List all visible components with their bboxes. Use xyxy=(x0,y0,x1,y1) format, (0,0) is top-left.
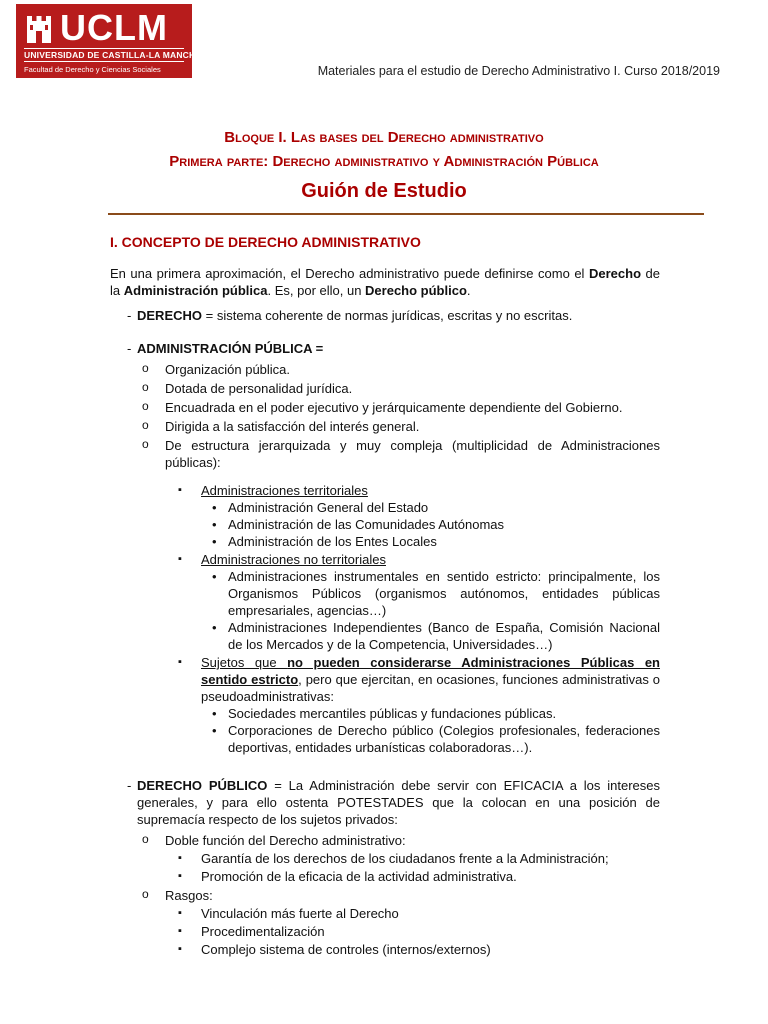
title-block xyxy=(0,126,768,203)
list-item: • Administración de los Entes Locales xyxy=(110,533,660,550)
sujetos-text: Sujetos que xyxy=(201,655,288,670)
list-item: • Sociedades mercantiles públicas y fundaciones públicas. xyxy=(110,705,660,722)
list-item: • Corporaciones de Derecho público (Colegios profesionales, federaciones deportivas, entidades urbanísticas colaboradoras…). xyxy=(110,722,660,756)
title-divider xyxy=(108,213,704,215)
intro-bold-derecho: Derecho xyxy=(588,266,642,281)
intro-bold-derecho-publico: Derecho público xyxy=(365,283,467,298)
sujetos-text: , pero que ejercitan, en ocasiones, funciones administrativas o pseudoadministrativas: xyxy=(201,672,660,704)
list-item: o Dirigida a la satisfacción del interés general. xyxy=(110,418,660,435)
list-item: o Encuadrada en el poder ejecutivo y jerárquicamente dependiente del Gobierno. xyxy=(110,399,660,416)
list-item: ▪ Garantía de los derechos de los ciudadanos frente a la Administración; xyxy=(110,850,660,867)
admin-features-list xyxy=(110,361,660,471)
list-item: o Dotada de personalidad jurídica. xyxy=(110,380,660,397)
guion-title: Guión de Estudio xyxy=(301,180,467,202)
list-item: o Organización pública. xyxy=(110,361,660,378)
list-item-doble xyxy=(110,832,660,885)
logo-wordmark: UCLM xyxy=(60,7,168,48)
header-note: Materiales para el estudio de Derecho Administrativo I. Curso 2018/2019 xyxy=(317,64,720,78)
derecho-term: DERECHO xyxy=(137,308,203,323)
derecho-def: = sistema coherente de normas jurídicas, escritas y no escritas. xyxy=(202,308,573,323)
document-body xyxy=(110,230,660,960)
section-heading: I. CONCEPTO DE DERECHO ADMINISTRATIVO xyxy=(110,234,421,250)
publico-list xyxy=(110,832,660,958)
intro-text: de la xyxy=(110,266,660,298)
list-item: • Administraciones instrumentales en sentido estricto: principalmente, los Organismos Públicos (organismos autónomos, entidades públicas empresariales, agencias…) xyxy=(110,568,660,619)
list-item: ▪ Complejo sistema de controles (internos/externos) xyxy=(110,941,660,958)
admin-definition xyxy=(110,340,660,357)
derecho-definition xyxy=(110,307,660,324)
list-item-no-territoriales xyxy=(110,551,660,653)
list-item: ▪ Procedimentalización xyxy=(110,923,660,940)
publico-def: = La Administración debe servir con EFICACIA a los intereses generales, y para ello ostenta POTESTADES que la colocan en una posición de supremacía respecto de los sujetos privados: xyxy=(137,778,661,827)
intro-text: . xyxy=(466,283,471,298)
no-territoriales-title: Administraciones no territoriales xyxy=(201,552,386,567)
territoriales-title: Administraciones territoriales xyxy=(201,483,368,498)
list-item-rasgos xyxy=(110,887,660,958)
parte-title: Primera parte: Derecho administrativo y Administración Pública xyxy=(169,153,599,170)
rasgos-title: Rasgos: xyxy=(165,888,213,903)
list-item-sujetos xyxy=(110,654,660,756)
list-item: ▪ Promoción de la eficacia de la actividad administrativa. xyxy=(110,868,660,885)
intro-text: . Es, por ello, un xyxy=(267,283,366,298)
intro-paragraph xyxy=(110,265,660,299)
admin-term: ADMINISTRACIÓN PÚBLICA = xyxy=(137,341,324,356)
logo-university: UNIVERSIDAD DE CASTILLA-LA MANCHA xyxy=(24,50,202,60)
intro-text: En una primera aproximación, el Derecho administrativo puede definirse como el xyxy=(110,266,589,281)
list-item: • Administración de las Comunidades Autónomas xyxy=(110,516,660,533)
doble-title: Doble función del Derecho administrativo: xyxy=(165,833,406,848)
list-item: ▪ Vinculación más fuerte al Derecho xyxy=(110,905,660,922)
logo-faculty: Facultad de Derecho y Ciencias Sociales xyxy=(24,65,161,74)
bloque-title: Bloque I. Las bases del Derecho administrativo xyxy=(224,129,544,146)
list-item: • Administración General del Estado xyxy=(110,499,660,516)
sujetos-bold: no pueden considerarse Administraciones Públicas en sentido estricto xyxy=(201,655,660,687)
list-item: o De estructura jerarquizada y muy compleja (multiplicidad de Administraciones públicas): xyxy=(110,437,660,471)
publico-term: DERECHO PÚBLICO xyxy=(137,778,268,793)
castle-icon xyxy=(24,11,54,45)
derecho-publico-definition xyxy=(110,777,660,828)
admin-types-list xyxy=(110,482,660,756)
uclm-logo xyxy=(16,4,202,78)
list-item: • Administraciones Independientes (Banco de España, Comisión Nacional de los Mercados y de la Competencia, Universidades…) xyxy=(110,619,660,653)
intro-bold-administracion: Administración pública xyxy=(123,283,268,298)
list-item-territoriales xyxy=(110,482,660,550)
